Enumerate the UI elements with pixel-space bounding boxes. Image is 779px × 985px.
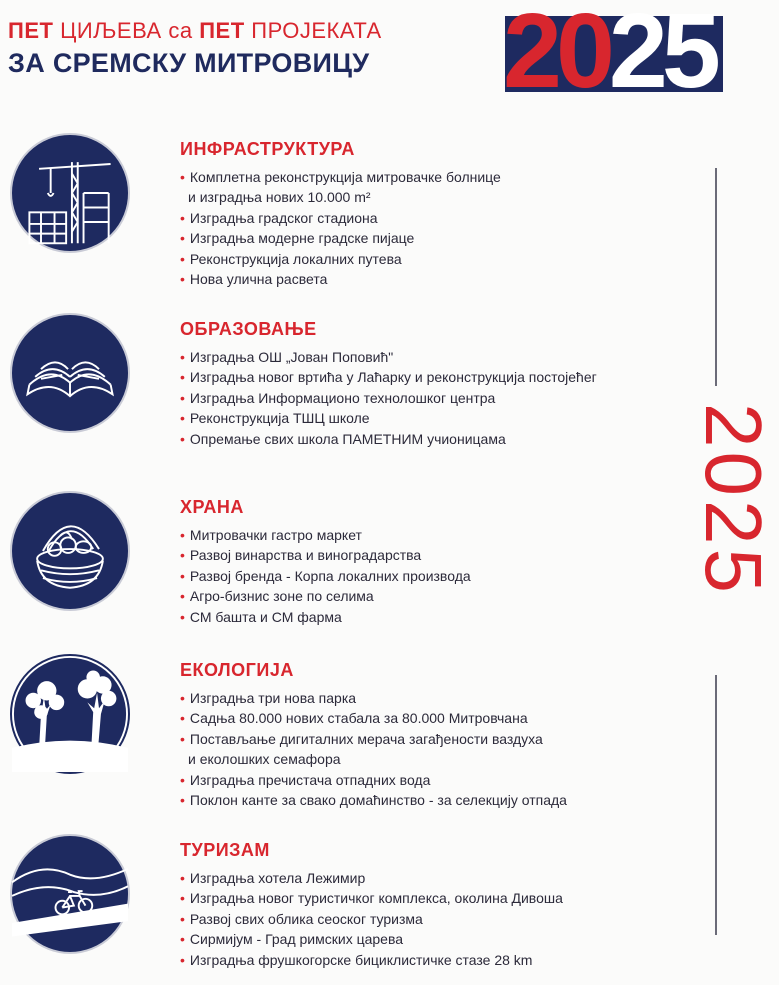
bicycle-landscape-icon <box>10 834 130 954</box>
section-infrastructure <box>0 133 700 288</box>
title-word-pet: ПЕТ <box>8 18 54 43</box>
list-item-continuation: и еколошких семафора <box>188 751 341 768</box>
list-item: • Реконструкција локалних путева <box>180 250 402 267</box>
header <box>8 18 382 79</box>
list-item: • Изградња градског стадиона <box>180 209 378 226</box>
list-item: • Агро-бизнис зоне по селима <box>180 588 374 605</box>
bullet-list <box>180 347 597 449</box>
divider-line-top <box>715 168 717 386</box>
list-item: • Развој винарства и виноградарства <box>180 547 422 564</box>
list-item: • Изградња Информационо технолошког центра <box>180 389 496 406</box>
section-title: ОБРАЗОВАЊЕ <box>180 319 317 339</box>
year-logo-part-2: 25 <box>608 0 715 110</box>
list-item: • Изградња хотела Лежимир <box>180 870 366 886</box>
list-item: • Изградња фрушкогорске бициклистичке стазе 28 km <box>180 951 533 968</box>
list-item: • Изградња пречистача отпадних вода <box>180 771 431 788</box>
bullet-list <box>180 525 471 627</box>
section-tourism <box>0 834 700 974</box>
section-food <box>0 491 700 631</box>
section-title: ТУРИЗАМ <box>180 840 270 860</box>
year-logo-part-1: 20 <box>503 0 609 110</box>
title-word-projekata: ПРОЈЕКАТА <box>251 18 382 43</box>
list-item: • Изградња новог туристичког комплекса, околина Дивоша <box>180 890 563 907</box>
list-item: • СМ башта и СМ фарма <box>180 608 342 625</box>
list-item: • Развој свих облика сеоског туризма <box>180 910 423 927</box>
title-word-pet-2: ПЕТ <box>199 18 245 43</box>
list-item: • Опремање свих школа ПАМЕТНИМ учионицама <box>180 430 506 447</box>
list-item: • Изградња новог вртића у Лаћарку и реконструкција постојећег <box>180 369 597 386</box>
title-line-1 <box>8 18 382 44</box>
list-item: • Садња 80.000 нових стабала за 80.000 Митровчана <box>180 710 528 727</box>
section-title: ХРАНА <box>180 497 244 517</box>
section-title: ИНФРАСТРУКТУРА <box>180 139 355 159</box>
section-ecology <box>0 654 700 809</box>
title-word-sa: са <box>168 18 193 43</box>
page-title: ЗА СРЕМСКУ МИТРОВИЦУ <box>8 48 370 78</box>
divider-line-bottom <box>715 675 717 935</box>
title-word-ciljeva: ЦИЉЕВА <box>60 18 162 43</box>
year-logo <box>503 0 723 110</box>
food-basket-icon <box>10 491 130 611</box>
list-item: • Комплетна реконструкција митровачке болнице <box>180 169 501 185</box>
list-item: • Митровачки гастро маркет <box>180 527 362 543</box>
list-item: • Изградња модерне градске пијаце <box>180 230 415 247</box>
bullet-list <box>180 688 567 810</box>
bullet-list <box>180 167 501 289</box>
section-title: ЕКОЛОГИЈА <box>180 660 294 680</box>
list-item: • Изградња три нова парка <box>180 690 357 706</box>
construction-crane-icon <box>10 133 130 253</box>
list-item: • Сирмијум - Град римских царева <box>180 931 404 948</box>
list-item-continuation: и изградња нових 10.000 m² <box>188 189 371 206</box>
list-item: • Постављање дигиталних мерача загађености ваздуха <box>180 730 543 747</box>
list-item: • Развој бренда - Корпа локалних производа <box>180 567 471 584</box>
list-item: • Изградња ОШ „Јован Поповић" <box>180 349 394 365</box>
side-year: 2025 <box>689 403 778 597</box>
list-item: • Нова улична расвета <box>180 271 328 288</box>
open-book-icon <box>10 313 130 433</box>
list-item: • Реконструкција ТШЦ школе <box>180 410 370 427</box>
list-item: • Поклон канте за свако домаћинство - за селекцију отпада <box>180 792 567 809</box>
section-education <box>0 313 700 453</box>
bullet-list <box>180 868 563 970</box>
trees-icon <box>10 654 130 774</box>
